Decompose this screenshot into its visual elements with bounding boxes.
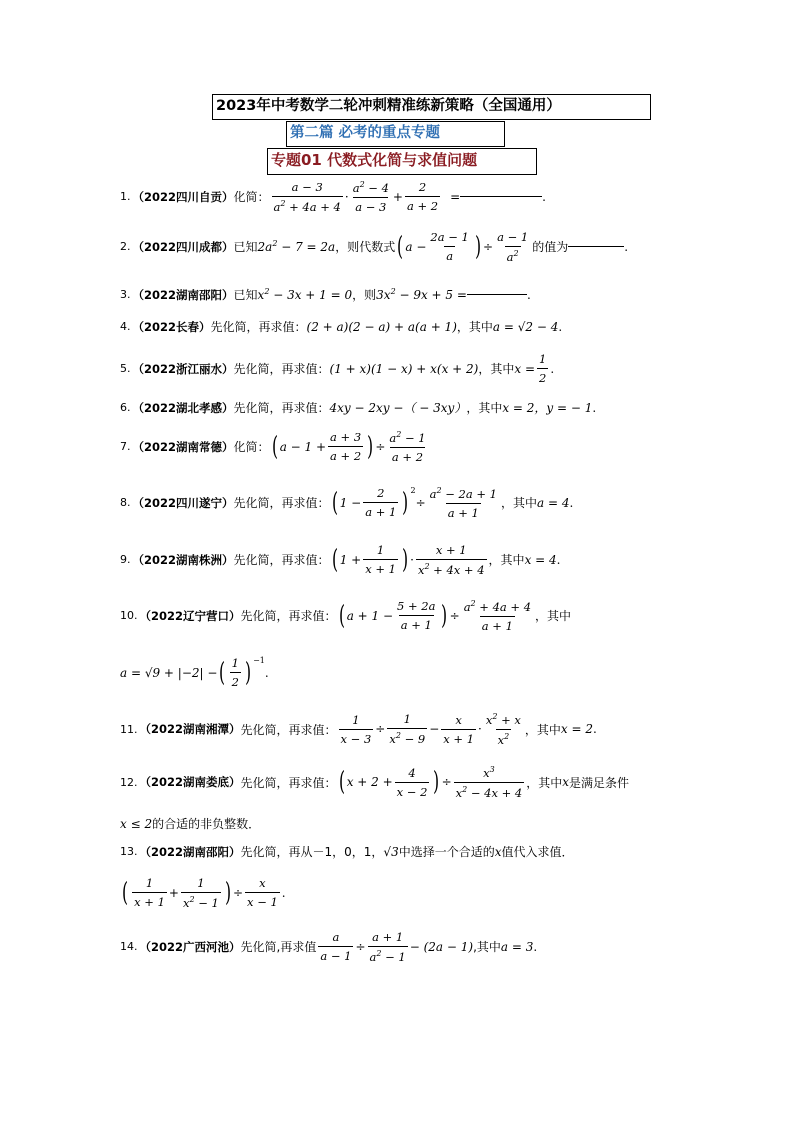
problem-number: 12.	[120, 775, 138, 789]
problem-text: 先化简，再从－1，0，1，	[240, 845, 384, 859]
problem-number: 4.	[120, 320, 131, 333]
problem-14: 14. （2022广西河池） 先化简,再求值 $\frac{a}{a - 1}$ ÷ $\frac{a + 1}{a^2 - 1}$ − (2a − 1) ,其中 a = 3 .	[120, 930, 538, 964]
part-box	[286, 121, 505, 147]
problem-13-continued: ( $\frac{1}{x + 1}$ + $\frac{1}{x^2 - 1}$ ) ÷ $\frac{x}{x - 1}$ .	[122, 876, 286, 910]
problem-source: （2022湖南邵阳）	[132, 287, 234, 302]
problem-text: 化简：	[233, 440, 270, 455]
math-fraction: $\frac{2a - 1}{a}$	[430, 230, 469, 264]
problem-11: 11. （2022湖南湘潭） 先化简，再求值： $\frac{1}{x - 3}$ ÷ $\frac{1}{x^2 - 9}$ − $\frac{x}{x + 1}$ · $\frac{x^2 + x}{x^2}$ ，其中 x = 2 .	[120, 712, 597, 747]
math-fraction: $\frac{a^2 - 2a + 1}{a + 1}$	[429, 486, 497, 520]
answer-blank	[568, 246, 624, 247]
problem-text: 的值为	[532, 240, 569, 255]
topic-box	[267, 148, 537, 175]
problem-text: ，其中	[524, 722, 561, 737]
math-fraction: $\frac{1}{2}$	[539, 352, 547, 385]
problem-number: 10.	[120, 609, 138, 623]
problem-source: （2022四川遂宁）	[132, 495, 234, 510]
problem-number: 7.	[120, 440, 131, 454]
problem-text: 值代入求值．	[501, 845, 574, 859]
problem-text: ,其中	[473, 940, 501, 955]
math-fraction: $\frac{1}{x^2 - 1}$	[182, 876, 219, 910]
problem-text: 先化简,再求值	[240, 940, 317, 955]
problem-text: 先化简，再求值：	[233, 362, 330, 376]
problem-4: 4. （2022长春） 先化简，再求值： (2 + a)(2 − a) + a(a + 1) ，其中 a = √2 − 4 .	[120, 319, 563, 334]
problem-5: 5. （2022浙江丽水） 先化简，再求值： (1 + x)(1 − x) + x(x + 2) ，其中 x = $\frac{1}{2}$ .	[120, 352, 555, 385]
problem-7: 7. （2022湖南常德） 化简： ( a − 1 + $\frac{a + 3}{a + 2}$ ) ÷ $\frac{a^2 - 1}{a + 2}$	[120, 430, 426, 464]
doc-title: 2023年中考数学二轮冲刺精准练新策略（全国通用）	[216, 98, 561, 114]
problem-10: 10. （2022辽宁营口） 先化简，再求值： ( a + 1 − $\frac{5 + 2a}{a + 1}$ ) ÷ $\frac{a^2 + 4a + 4}{a + 1}$ ，其中	[120, 599, 572, 633]
problem-text: 先化简，再求值：	[233, 496, 330, 511]
problem-source: （2022湖南常德）	[132, 439, 234, 454]
problem-source: （2022广西河池）	[139, 939, 241, 954]
math-fraction: $\frac{a}{a - 1}$	[320, 930, 352, 964]
problem-number: 13.	[120, 845, 138, 858]
problem-13: 13. （2022湖南邵阳） 先化简，再从－1，0，1， √3 中选择一个合适的 x 值代入求值．	[120, 844, 574, 859]
topic-title: 专题01 代数式化简与求值问题	[271, 151, 478, 169]
math-fraction: $\frac{1}{x^2 - 9}$	[389, 712, 426, 747]
problem-text: ，其中	[488, 553, 525, 568]
math-fraction: $\frac{4}{x - 2}$	[396, 765, 428, 799]
problem-source: （2022辽宁营口）	[139, 608, 241, 623]
math-fraction: $\frac{2}{a + 1}$	[365, 486, 397, 520]
problem-8: 8. （2022四川遂宁） 先化简，再求值： ( 1 − $\frac{2}{a + 1}$ ) $^2$ ÷ $\frac{a^2 - 2a + 1}{a + 1}$ ，其中 a = 4 .	[120, 486, 574, 520]
math-fraction: $\frac{a - 1}{a^2}$	[497, 230, 529, 264]
problem-text: 已知	[233, 240, 258, 255]
problem-text: ，其中	[478, 362, 515, 376]
problem-source: （2022四川自贡）	[132, 189, 234, 204]
math-fraction: $\frac{x}{x + 1}$	[443, 712, 475, 746]
part-title: 第二篇 必考的重点专题	[290, 125, 441, 141]
problem-number: 11.	[120, 722, 138, 736]
problem-source: （2022浙江丽水）	[132, 361, 234, 376]
problem-text: ，其中	[526, 775, 563, 790]
problem-text: 先化简，再求值：	[240, 775, 337, 790]
problem-source: （2022湖南湘潭）	[139, 722, 241, 737]
answer-blank	[460, 196, 542, 197]
problem-text: 已知	[233, 288, 258, 302]
problem-text: 先化简，再求值：	[233, 401, 330, 415]
problem-number: 14.	[120, 940, 138, 954]
problem-number: 6.	[120, 401, 131, 414]
problem-3: 3. （2022湖南邵阳） 已知 $x^2 - 3x + 1 = 0$ ，则 $3x^2 - 9x + 5$ = .	[120, 287, 531, 302]
problem-text: ，其中	[466, 401, 503, 415]
problem-source: （2022湖南邵阳）	[139, 844, 241, 859]
problem-text: 是满足条件	[569, 775, 630, 790]
math-fraction: $\frac{a^2 - 1}{a + 2}$	[389, 430, 426, 464]
math-fraction: $\frac{1}{x - 3}$	[340, 712, 372, 746]
problem-text: ，则代数式	[335, 240, 396, 255]
problem-text: ，其中	[535, 609, 572, 624]
problem-number: 2.	[120, 240, 131, 254]
problem-number: 3.	[120, 288, 131, 301]
problem-text: 先化简，再求值：	[210, 320, 307, 334]
problem-10-continued: a = √9 + |−2| − ( $\frac{1}{2}$ ) $^{-1}$ .	[120, 656, 269, 689]
problem-source: （2022湖南娄底）	[139, 775, 241, 790]
problem-source: （2022湖南株洲）	[132, 552, 234, 567]
math-fraction: $\frac{a + 1}{a^2 - 1}$	[369, 930, 406, 964]
problem-12-continued: x ≤ 2 的合适的非负整数．	[120, 816, 261, 831]
math-fraction: $\frac{a^2 - 4}{a - 3}$	[352, 180, 389, 214]
math-fraction: $\frac{2}{a + 2}$	[406, 180, 439, 214]
problem-text: 的合适的非负整数．	[152, 817, 261, 831]
problem-number: 5.	[120, 362, 131, 375]
problem-text: 先化简，再求值：	[233, 553, 330, 568]
problem-source: （2022湖北孝感）	[132, 400, 234, 415]
problem-6: 6. （2022湖北孝感） 先化简，再求值： 4xy − 2xy −（ − 3xy） ，其中 x = 2，y = − 1 .	[120, 400, 597, 415]
problem-text: ，则	[352, 288, 377, 302]
problem-number: 9.	[120, 553, 131, 567]
title-box	[212, 94, 651, 120]
problem-text: 先化简，再求值：	[240, 722, 337, 737]
problem-text: ，其中	[500, 496, 537, 511]
math-fraction: $\frac{x + 1}{x^2 + 4x + 4}$	[417, 543, 485, 577]
problem-number: 1.	[120, 190, 131, 204]
problem-source: （2022四川成都）	[132, 239, 234, 254]
problem-2: 2. （2022四川成都） 已知 $2a^2 - 7 = 2a$ ，则代数式 ( a − $\frac{2a - 1}{a}$ ) ÷ $\frac{a - 1}{a^2}$ 的值为 .	[120, 230, 629, 264]
problem-text: 中选择一个合适的	[398, 845, 495, 859]
math-fraction: $\frac{1}{2}$	[231, 656, 239, 689]
problem-text: 化简：	[233, 190, 270, 205]
problem-number: 8.	[120, 496, 131, 510]
problem-9: 9. （2022湖南株洲） 先化简，再求值： ( 1 + $\frac{1}{x + 1}$ ) · $\frac{x + 1}{x^2 + 4x + 4}$ ，其中 x = 4 .	[120, 543, 561, 577]
problem-text: 先化简，再求值：	[240, 609, 337, 624]
math-fraction: $\frac{x}{x - 1}$	[247, 876, 278, 910]
math-fraction: $\frac{a^2 + 4a + 4}{a + 1}$	[463, 599, 532, 633]
math-fraction: $\frac{a - 3}{a^2 + 4a + 4}$	[273, 180, 341, 214]
problem-12: 12. （2022湖南娄底） 先化简，再求值： ( x + 2 + $\frac{4}{x - 2}$ ) ÷ $\frac{x^3}{x^2 - 4x + 4}$ ，其中 x 是满足条件	[120, 765, 630, 800]
math-fraction: $\frac{a + 3}{a + 2}$	[330, 430, 362, 464]
problem-1: 1. （2022四川自贡） 化简： $\frac{a - 3}{a^2 + 4a + 4}$ · $\frac{a^2 - 4}{a - 3}$ + $\frac{2}{a + 2}$ = .	[120, 180, 546, 214]
math-fraction: $\frac{x^3}{x^2 - 4x + 4}$	[455, 765, 523, 800]
math-fraction: $\frac{x^2 + x}{x^2}$	[485, 712, 521, 747]
math-fraction: $\frac{5 + 2a}{a + 1}$	[397, 599, 436, 633]
math-fraction: $\frac{1}{x + 1}$	[365, 543, 396, 577]
answer-blank	[467, 294, 527, 295]
math-fraction: $\frac{1}{x + 1}$	[134, 876, 165, 910]
problem-source: （2022长春）	[132, 319, 211, 334]
problem-text: ，其中	[456, 320, 493, 334]
